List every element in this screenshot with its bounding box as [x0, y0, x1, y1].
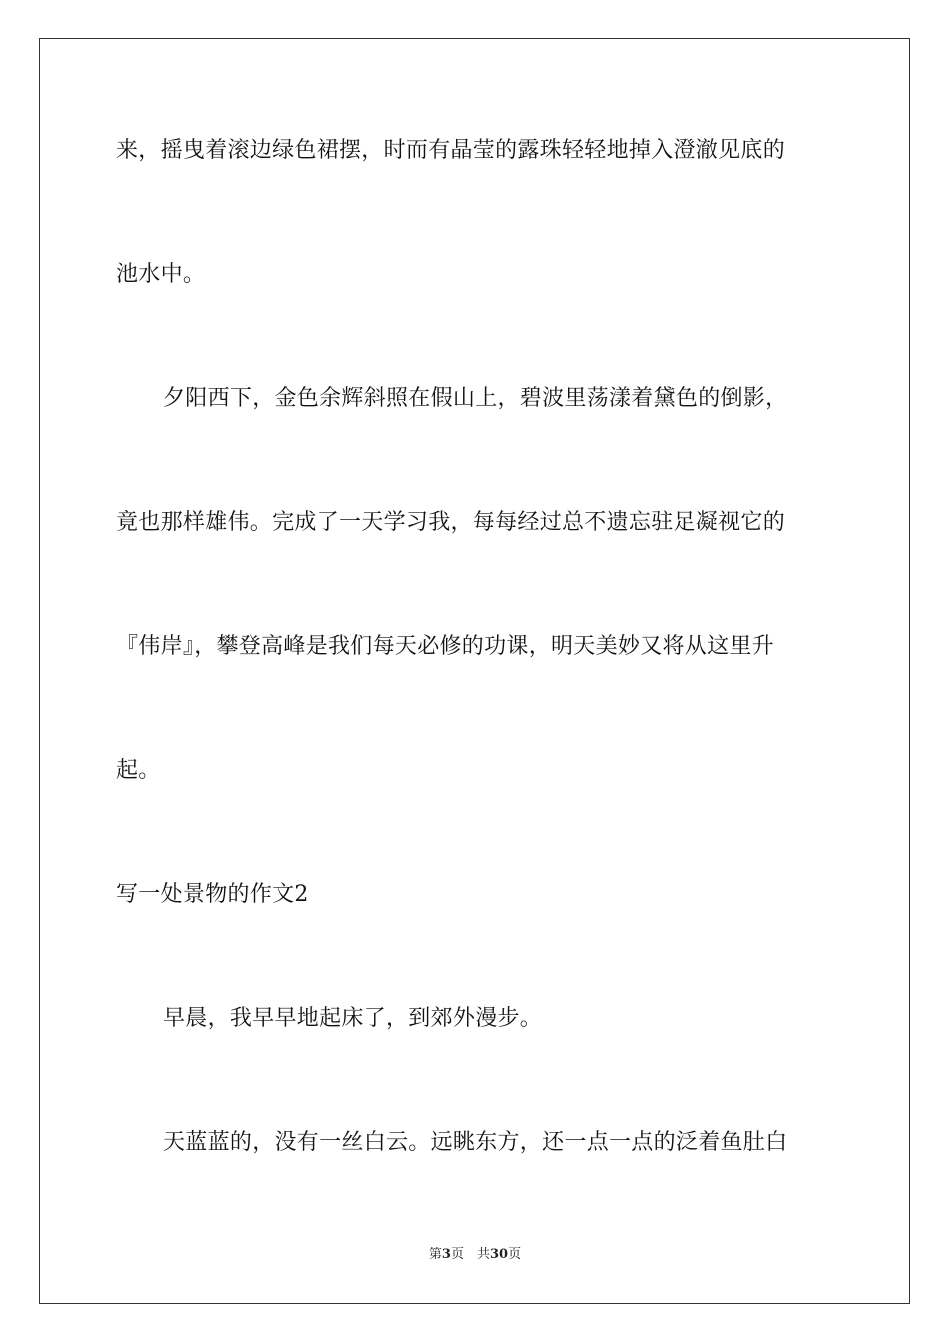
text-line-1: 来，摇曳着滚边绿色裙摆，时而有晶莹的露珠轻轻地掉入澄澈见底的 — [116, 138, 786, 163]
page-footer — [0, 1246, 950, 1264]
section-heading: 写一处景物的作文2 — [116, 882, 309, 907]
text-line-2: 池水中。 — [116, 262, 206, 287]
page-border — [39, 38, 910, 1304]
text-line-4: 竟也那样雄伟。完成了一天学习我，每每经过总不遗忘驻足凝视它的 — [116, 510, 786, 535]
footer-total-pages: 30 — [489, 1247, 509, 1262]
footer-suffix: 页 — [508, 1247, 522, 1262]
footer-mid: 页 共 — [450, 1247, 490, 1262]
text-line-6: 起。 — [116, 758, 161, 783]
text-line-8: 早晨，我早早地起床了，到郊外漫步。 — [163, 1006, 543, 1031]
footer-prefix: 第 — [428, 1247, 442, 1262]
text-line-5: 『伟岸』，攀登高峰是我们每天必修的功课，明天美妙又将从这里升 — [116, 634, 775, 659]
text-line-9: 天蓝蓝的，没有一丝白云。远眺东方，还一点一点的泛着鱼肚白 — [163, 1130, 788, 1155]
footer-current-page: 3 — [441, 1247, 451, 1262]
text-line-3: 夕阳西下，金色余辉斜照在假山上，碧波里荡漾着黛色的倒影， — [163, 386, 788, 411]
